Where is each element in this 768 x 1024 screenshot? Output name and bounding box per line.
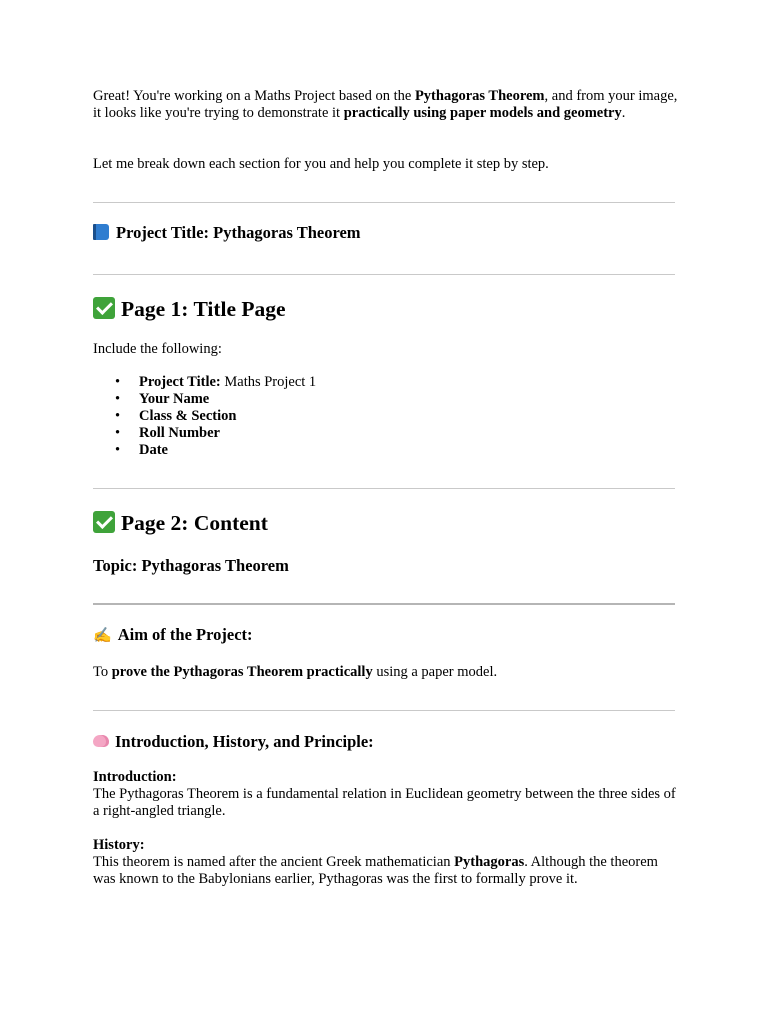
list-item — [93, 408, 683, 425]
aim-heading — [93, 625, 683, 646]
page1-lead: Include the following: — [93, 341, 222, 357]
divider — [93, 710, 675, 711]
intro-text: . — [621, 105, 626, 121]
project-title-heading — [93, 223, 683, 243]
list-item-value: Maths Project 1 — [220, 374, 317, 390]
divider — [93, 274, 675, 275]
intro-bold-text: practically using paper models and geometry — [343, 105, 622, 121]
check-mark-icon — [93, 511, 115, 533]
page1-list — [93, 374, 683, 459]
aim-text-part: using a paper model. — [372, 664, 498, 680]
brain-icon — [93, 735, 109, 747]
list-item — [93, 442, 683, 459]
history-text: . Although the theorem was known to the Babylonians earlier, Pythagoras was the first to formally prove it. — [93, 854, 658, 887]
project-title-text: Project Title: Pythagoras Theorem — [116, 223, 361, 242]
book-icon — [93, 224, 109, 240]
intro-section-heading-text: Introduction, History, and Principle: — [115, 732, 374, 751]
list-item — [93, 374, 683, 391]
introduction-block — [93, 769, 683, 820]
aim-bold-text: prove the Pythagoras Theorem practically — [111, 664, 373, 680]
writing-hand-icon: ✍ — [93, 628, 112, 645]
intro-paragraph-2: Let me break down each section for you and help you complete it step by step. — [93, 156, 549, 172]
history-block — [93, 837, 683, 888]
aim-heading-text: Aim of the Project: — [117, 625, 253, 644]
page1-heading — [93, 296, 683, 322]
history-bold-text: Pythagoras — [454, 854, 525, 870]
list-item-label: Class & Section — [139, 408, 237, 424]
list-item — [93, 391, 683, 408]
page1-heading-text: Page 1: Title Page — [121, 297, 286, 321]
introduction-text: The Pythagoras Theorem is a fundamental relation in Euclidean geometry between the three sides of a right-angled triangle. — [93, 786, 676, 819]
divider — [93, 488, 675, 489]
list-item-label: Your Name — [139, 391, 210, 407]
list-item-label: Roll Number — [139, 425, 220, 441]
check-mark-icon — [93, 297, 115, 319]
history-text: This theorem is named after the ancient Greek mathematician — [93, 854, 455, 870]
list-item-label: Date — [139, 442, 168, 458]
page2-heading — [93, 510, 683, 536]
intro-bold-text: Pythagoras Theorem — [414, 88, 545, 104]
divider — [93, 603, 675, 605]
list-item — [93, 425, 683, 442]
aim-text-part: To — [93, 664, 112, 680]
page2-topic: Topic: Pythagoras Theorem — [93, 556, 289, 575]
intro-text: Great! You're working on a Maths Project based on the — [93, 88, 415, 104]
history-label: History: — [93, 837, 145, 853]
intro-paragraph — [93, 88, 683, 122]
page2-heading-text: Page 2: Content — [121, 511, 268, 535]
introduction-label: Introduction: — [93, 769, 177, 785]
divider — [93, 202, 675, 203]
list-item-label: Project Title: — [139, 374, 221, 390]
aim-text — [93, 664, 683, 681]
intro-section-heading — [93, 732, 683, 752]
intro-text: , and from your image, it looks like you're trying to demonstrate it — [93, 88, 678, 121]
